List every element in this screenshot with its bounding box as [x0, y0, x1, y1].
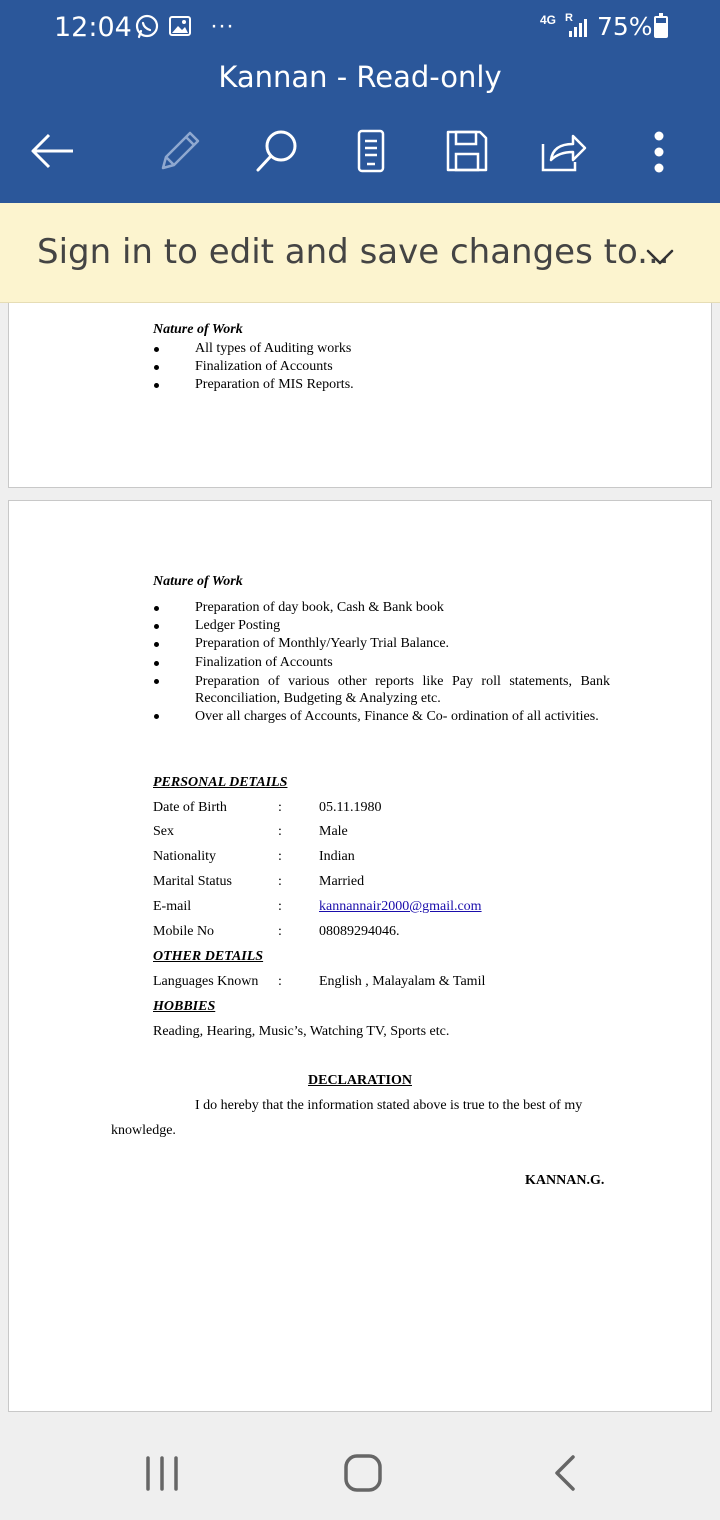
- reading-view-button[interactable]: [346, 126, 396, 176]
- list-item: Finalization of Accounts: [195, 655, 333, 670]
- whatsapp-icon: [134, 14, 160, 45]
- list-item: Preparation of various other reports like Pay roll statements, Bank Reconciliation, Budgeting & Analyzing etc.: [195, 674, 610, 706]
- languages-separator: :: [278, 974, 282, 989]
- chevron-left-icon: [545, 1453, 585, 1493]
- list-item: Preparation of Monthly/Yearly Trial Balance.: [195, 636, 450, 651]
- declaration-heading: DECLARATION: [308, 1073, 412, 1088]
- signal-icon: [566, 18, 588, 43]
- battery-percent: 75%: [597, 12, 653, 41]
- bullet-marker: [154, 679, 159, 684]
- system-navigation-bar: [0, 1415, 720, 1520]
- roaming-indicator: R: [565, 12, 573, 24]
- signature-name: KANNAN.G.: [525, 1173, 605, 1188]
- status-time: 12:04: [54, 12, 132, 43]
- document-page-1: [8, 300, 712, 488]
- document-title: Kannan - Read-only: [218, 60, 502, 94]
- detail-label: E-mail: [153, 899, 192, 914]
- languages-label: Languages Known: [153, 974, 259, 989]
- hobbies-text: Reading, Hearing, Music’s, Watching TV, Sports etc.: [153, 1024, 450, 1039]
- detail-value: 08089294046.: [319, 924, 400, 939]
- detail-label: Sex: [153, 824, 174, 839]
- network-type: 4G: [540, 13, 557, 27]
- home-icon: [343, 1453, 383, 1493]
- nature-of-work-heading-1: Nature of Work: [153, 322, 243, 337]
- recent-apps-icon: [142, 1453, 182, 1493]
- detail-value: 05.11.1980: [319, 800, 382, 815]
- document-page-2: [8, 500, 712, 1412]
- detail-label: Marital Status: [153, 874, 232, 889]
- chevron-down-icon: [640, 237, 680, 277]
- edit-button[interactable]: [155, 126, 205, 176]
- hobbies-heading: HOBBIES: [153, 999, 216, 1014]
- bullet-marker: [154, 624, 159, 629]
- list-item: Preparation of day book, Cash & Bank book: [195, 600, 444, 615]
- image-icon: [168, 14, 192, 43]
- search-button[interactable]: [252, 126, 302, 176]
- email-link[interactable]: kannannair2000@gmail.com: [319, 899, 482, 914]
- list-item: Finalization of Accounts: [195, 359, 333, 374]
- back-arrow-icon: [29, 131, 75, 171]
- bullet-marker: [154, 347, 159, 352]
- more-options-icon: [649, 128, 669, 174]
- declaration-line-1: I do hereby that the information stated above is true to the best of my: [195, 1098, 583, 1113]
- edit-pencil-icon: [157, 128, 203, 174]
- detail-separator: :: [278, 824, 282, 839]
- detail-separator: :: [278, 874, 282, 889]
- bullet-marker: [154, 642, 159, 647]
- share-icon: [539, 128, 587, 174]
- detail-label: Date of Birth: [153, 800, 227, 815]
- detail-value: Married: [319, 874, 365, 889]
- banner-expand-button[interactable]: [640, 237, 680, 277]
- bullet-marker: [154, 383, 159, 388]
- nature-of-work-heading-2: Nature of Work: [153, 574, 243, 589]
- detail-label: Mobile No: [153, 924, 215, 939]
- list-item: Over all charges of Accounts, Finance & Co- ordination of all activities.: [195, 709, 599, 724]
- detail-separator: :: [278, 800, 282, 815]
- languages-value: English , Malayalam & Tamil: [319, 974, 486, 989]
- bullet-marker: [154, 606, 159, 611]
- personal-details-heading: PERSONAL DETAILS: [153, 775, 288, 790]
- back-button[interactable]: [27, 126, 77, 176]
- app-bar: [0, 0, 720, 203]
- search-icon: [253, 127, 301, 175]
- status-bar: [0, 0, 720, 56]
- bullet-marker: [154, 365, 159, 370]
- save-icon: [444, 128, 490, 174]
- detail-separator: :: [278, 849, 282, 864]
- more-notifications-indicator: ···: [210, 12, 234, 39]
- list-item: Ledger Posting: [195, 618, 281, 633]
- list-item: Preparation of MIS Reports.: [195, 377, 354, 392]
- declaration-line-2: knowledge.: [111, 1123, 176, 1138]
- bullet-marker: [154, 661, 159, 666]
- detail-separator: :: [278, 899, 282, 914]
- sign-in-banner-text: Sign in to edit and save changes to...: [37, 232, 670, 272]
- reading-view-icon: [353, 128, 389, 174]
- detail-label: Nationality: [153, 849, 216, 864]
- bullet-marker: [154, 714, 159, 719]
- sign-in-banner[interactable]: [0, 203, 720, 303]
- recent-apps-button[interactable]: [132, 1443, 192, 1503]
- detail-value: Indian: [319, 849, 355, 864]
- other-details-heading: OTHER DETAILS: [153, 949, 264, 964]
- save-button[interactable]: [442, 126, 492, 176]
- detail-value: Male: [319, 824, 348, 839]
- detail-separator: :: [278, 924, 282, 939]
- share-button[interactable]: [538, 126, 588, 176]
- home-button[interactable]: [333, 1443, 393, 1503]
- list-item: All types of Auditing works: [195, 341, 352, 356]
- system-back-button[interactable]: [535, 1443, 595, 1503]
- battery-icon: [654, 16, 668, 38]
- more-options-button[interactable]: [634, 126, 684, 176]
